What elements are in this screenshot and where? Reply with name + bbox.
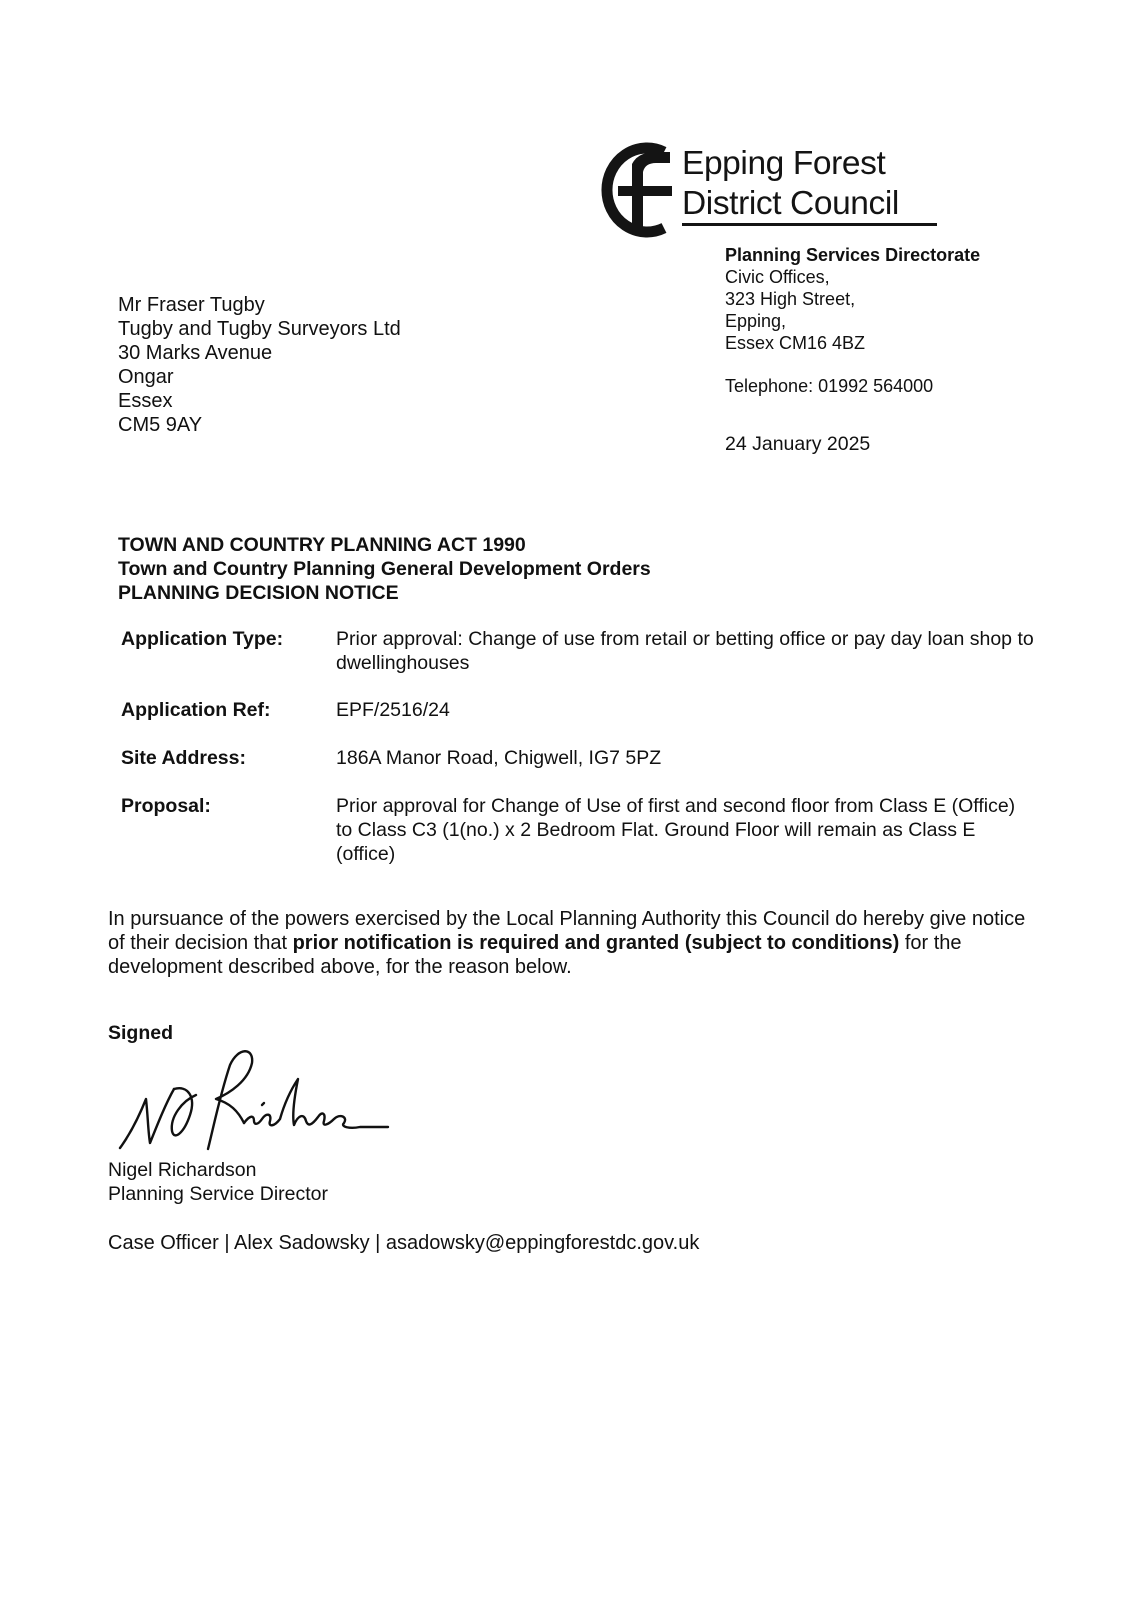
decision-outcome: prior notification is required and granted (subject to conditions) — [292, 932, 900, 954]
signatory-name: Nigel Richardson — [108, 1159, 257, 1181]
logo-underline — [682, 223, 937, 226]
heading-orders: Town and Country Planning General Development Orders — [118, 558, 651, 580]
sender-block — [725, 244, 980, 455]
signed-label: Signed — [108, 1022, 174, 1044]
detail-label: Site Address: — [121, 747, 246, 769]
signature-icon — [112, 1045, 392, 1155]
sender-directorate: Planning Services Directorate — [725, 245, 981, 265]
detail-label: Application Type: — [121, 628, 284, 650]
recipient-address — [118, 293, 401, 437]
case-officer-line: Case Officer | Alex Sadowsky | asadowsky@eppingforestdc.gov.uk — [108, 1232, 700, 1254]
logo-name-line1: Epping Forest — [682, 145, 886, 182]
recipient-line: Mr Fraser Tugby — [118, 294, 265, 316]
heading-notice: PLANNING DECISION NOTICE — [118, 582, 399, 604]
heading-act: TOWN AND COUNTRY PLANNING ACT 1990 — [118, 534, 526, 556]
sender-address-line: Epping, — [725, 311, 787, 331]
recipient-line: Ongar — [118, 366, 174, 388]
detail-label: Application Ref: — [121, 699, 271, 721]
logo-name-line2: District Council — [682, 185, 899, 222]
detail-value: Prior approval for Change of Use of first and second floor from Class E (Office) to Class C3 (1(no.) x 2 Bedroom Flat. Ground Floor will remain as Class E (office) — [336, 795, 1016, 865]
notice-heading — [118, 533, 651, 605]
detail-label: Proposal: — [121, 795, 211, 817]
signatory-title: Planning Service Director — [108, 1183, 329, 1205]
letter-date: 24 January 2025 — [725, 433, 871, 455]
recipient-line: Tugby and Tugby Surveyors Ltd — [118, 318, 401, 340]
detail-value: 186A Manor Road, Chigwell, IG7 5PZ — [336, 747, 662, 769]
council-logo-mark-icon — [598, 142, 680, 238]
decision-intro: In pursuance of the powers exercised by the Local Planning Authority this Council do hereby give notice of their decision that — [108, 908, 1026, 954]
detail-value: EPF/2516/24 — [336, 699, 450, 721]
sender-address-line: Essex CM16 4BZ — [725, 333, 866, 353]
handwritten-signature — [112, 1045, 392, 1160]
sender-address-line: Civic Offices, — [725, 267, 830, 287]
signatory — [108, 1158, 328, 1206]
council-logo — [598, 140, 943, 236]
recipient-line: CM5 9AY — [118, 414, 203, 436]
detail-value: Prior approval: Change of use from retail or betting office or pay day loan shop to dwellinghouses — [336, 628, 1034, 674]
recipient-line: Essex — [118, 390, 173, 412]
sender-address-line: 323 High Street, — [725, 289, 856, 309]
sender-telephone: Telephone: 01992 564000 — [725, 376, 934, 396]
recipient-line: 30 Marks Avenue — [118, 342, 273, 364]
decision-paragraph — [108, 907, 1038, 979]
decision-outro: for the development described above, for the reason below. — [108, 932, 962, 978]
